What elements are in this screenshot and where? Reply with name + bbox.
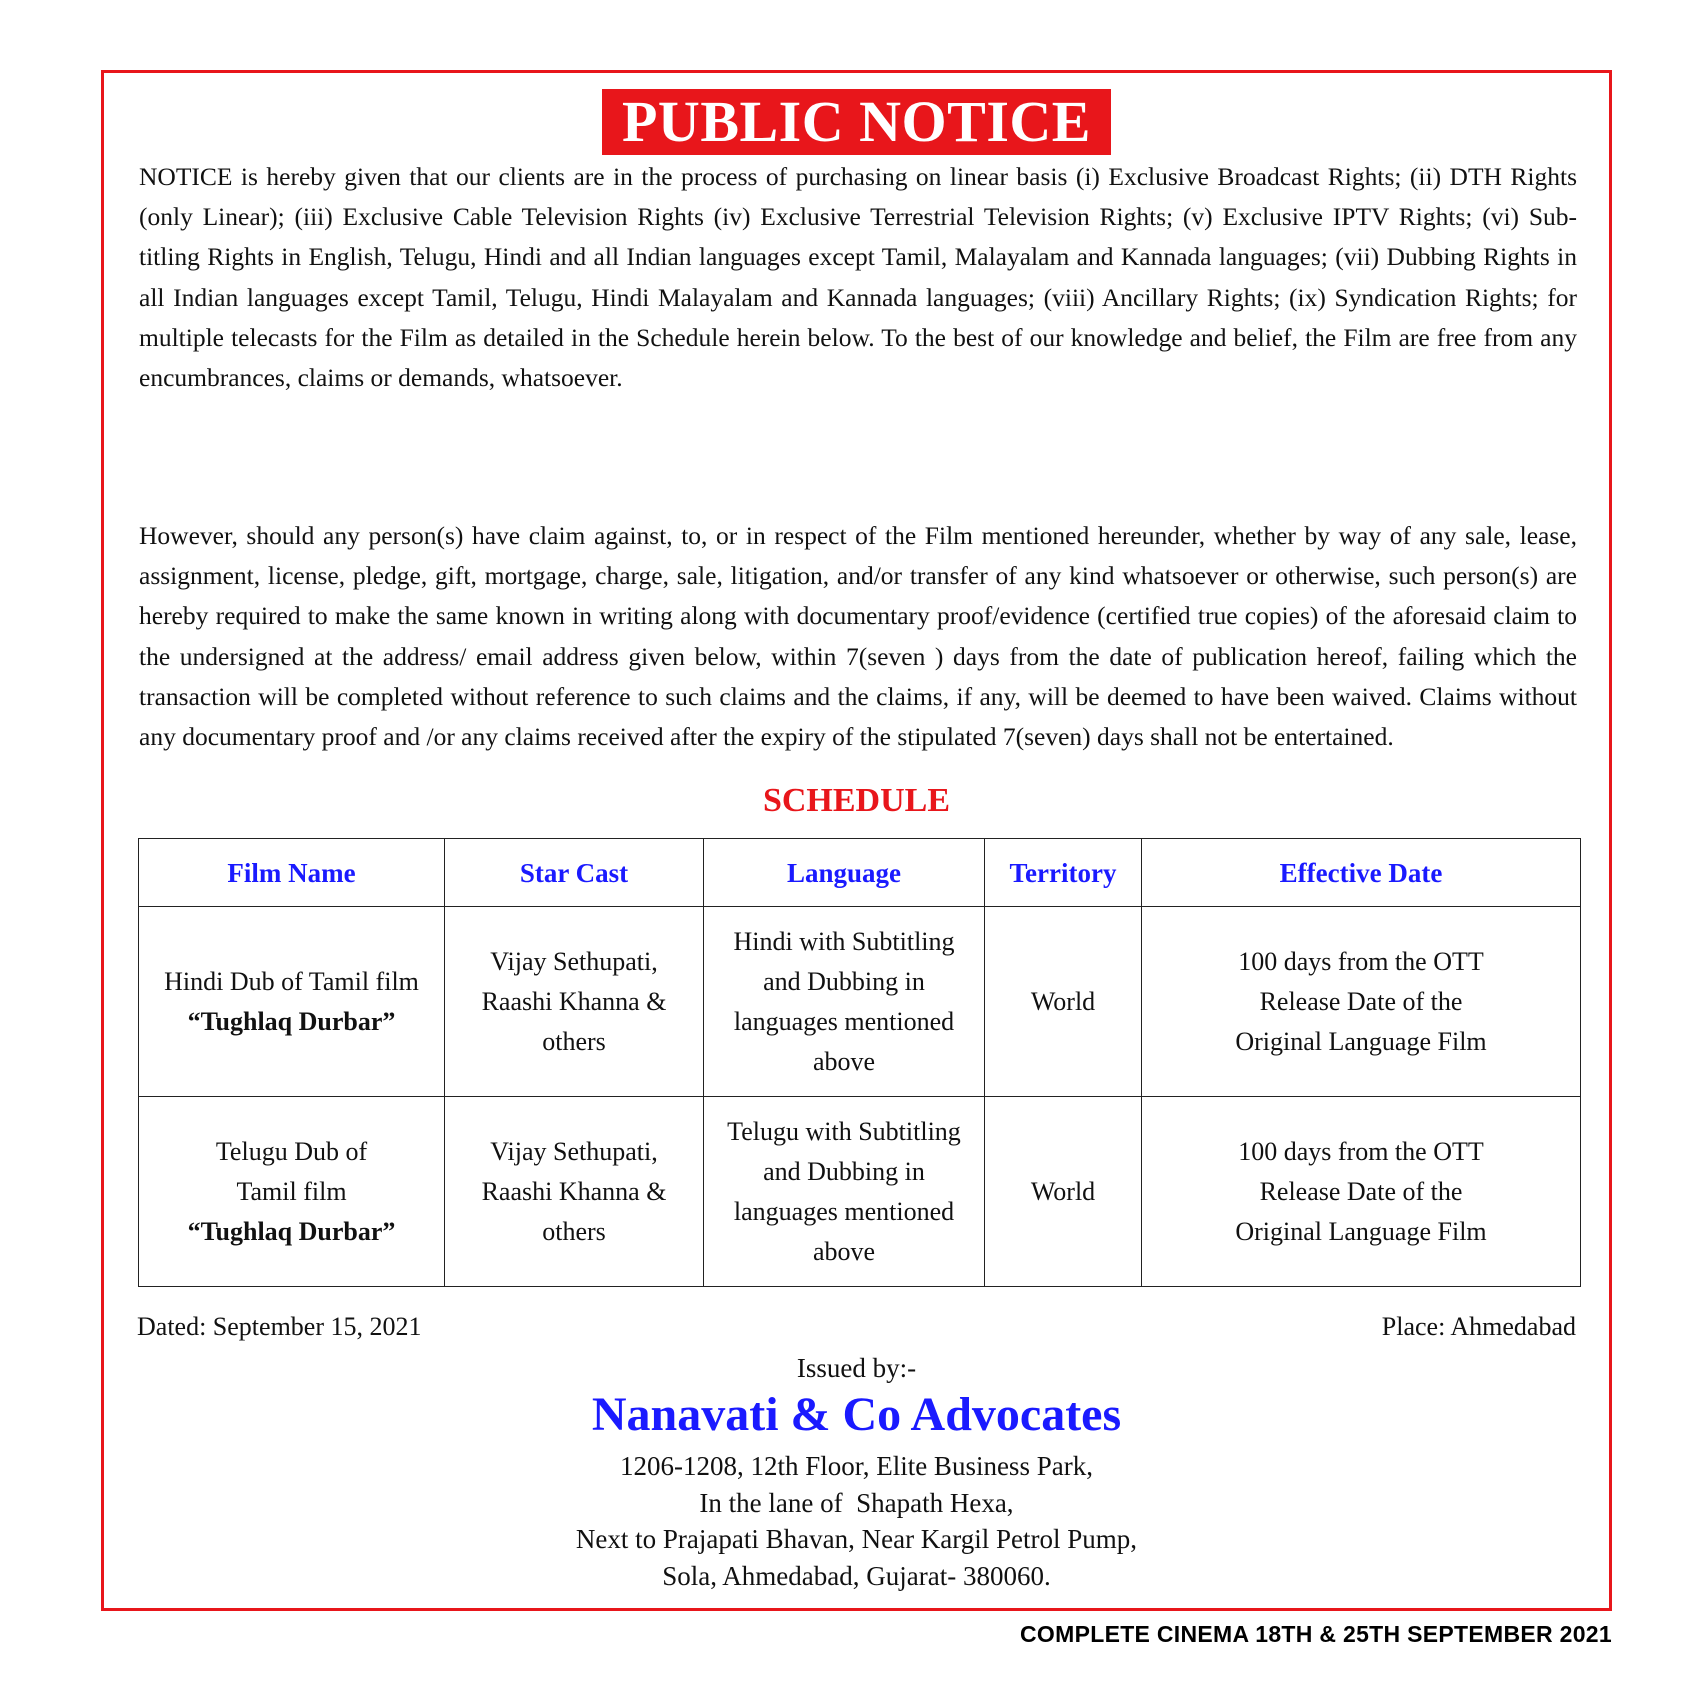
language-line: languages mentioned	[733, 1196, 955, 1226]
cast-line: Vijay Sethupati,	[490, 1136, 658, 1166]
language-line: above	[812, 1046, 876, 1076]
firm-address	[104, 1448, 1609, 1594]
schedule-heading: SCHEDULE	[762, 782, 951, 819]
cell-film-name	[139, 907, 445, 1097]
cell-star-cast	[445, 907, 704, 1097]
date-line: Original Language Film	[1235, 1026, 1487, 1056]
date-line: Release Date of the	[1259, 1176, 1463, 1206]
title-wrap	[104, 89, 1609, 155]
place-text: Place: Ahmedabad	[1381, 1312, 1576, 1341]
address-line: 1206-1208, 12th Floor, Elite Business Park,	[620, 1451, 1093, 1481]
film-prefix-line: Telugu Dub of	[215, 1136, 368, 1166]
language-line: and Dubbing in	[763, 1156, 925, 1186]
header-language: Language	[704, 839, 985, 907]
issued-by-label: Issued by:-	[796, 1353, 917, 1383]
table-header-row	[139, 839, 1581, 907]
date-line: Original Language Film	[1235, 1216, 1487, 1246]
language-line: Telugu with Subtitling	[727, 1116, 961, 1146]
dated-text: Dated: September 15, 2021	[137, 1312, 422, 1341]
table-row	[139, 907, 1581, 1097]
header-effective-date: Effective Date	[1142, 839, 1581, 907]
publication-footer: COMPLETE CINEMA 18TH & 25TH SEPTEMBER 2021	[1020, 1621, 1612, 1647]
cell-territory: World	[985, 907, 1142, 1097]
cell-language	[704, 1097, 985, 1287]
date-line: 100 days from the OTT	[1238, 946, 1484, 976]
firm-name: Nanavati & Co Advocates	[591, 1388, 1122, 1441]
notice-paragraph-1: NOTICE is hereby given that our clients are in the process of purchasing on linear basis (i) Exclusive Broadcast Rights; (ii) DTH Rights (only Linear); (iii) Exclusive Cable Television Rights (iv) Exclusive Terrestrial Television Rights; (v) Exclusive IPTV Rights; (vi) Sub-titling Rights in English, Telugu, Hindi and all Indian languages except Tamil, Malayalam and Kannada languages; (vii) Dubbing Rights in all Indian languages except Tamil, Telugu, Hindi Malayalam and Kannada languages; (viii) Ancillary Rights; (ix) Syndication Rights; for multiple telecasts for the Film as detailed in the Schedule herein below. To the best of our knowledge and belief, the Film are free from any encumbrances, claims or demands, whatsoever.	[139, 162, 1577, 393]
address-line: Sola, Ahmedabad, Gujarat- 380060.	[662, 1560, 1051, 1591]
film-prefix-line: Tamil film	[236, 1176, 347, 1206]
header-territory: Territory	[985, 839, 1142, 907]
notice-paragraph-2: However, should any person(s) have claim against, to, or in respect of the Film mentioned hereunder, whether by way of any sale, lease, assignment, license, pledge, gift, mortgage, charge, sale, litigation, and/or transfer of any kind whatsoever or otherwise, such person(s) are hereby required to make the same known in writing along with documentary proof/evidence (certified true copies) of the aforesaid claim to the undersigned at the address/ email address given below, within 7(seven ) days from the date of publication hereof, failing which the transaction will be completed without reference to such claims and the claims, if any, will be deemed to have been waived. Claims without any documentary proof and /or any claims received after the expiry of the stipulated 7(seven) days shall not be entertained.	[139, 521, 1577, 752]
schedule-table	[138, 838, 1581, 1287]
table-row	[139, 1097, 1581, 1287]
cell-film-name	[139, 1097, 445, 1287]
notice-border	[101, 70, 1612, 1611]
cell-effective-date	[1142, 1097, 1581, 1287]
date-line: 100 days from the OTT	[1238, 1136, 1484, 1166]
language-line: above	[812, 1236, 876, 1266]
film-title: “Tughlaq Durbar”	[187, 1216, 396, 1246]
cell-effective-date	[1142, 907, 1581, 1097]
cast-line: Vijay Sethupati,	[490, 946, 658, 976]
header-star-cast: Star Cast	[445, 839, 704, 907]
language-line: and Dubbing in	[763, 966, 925, 996]
cast-line: Raashi Khanna &	[481, 986, 667, 1016]
cell-territory: World	[985, 1097, 1142, 1287]
language-line: Hindi with Subtitling	[733, 926, 955, 956]
date-line: Release Date of the	[1259, 986, 1463, 1016]
address-line: Next to Prajapati Bhavan, Near Kargil Petrol Pump,	[575, 1524, 1138, 1554]
cast-line: Raashi Khanna &	[481, 1176, 667, 1206]
film-prefix-line: Hindi Dub of Tamil film	[164, 966, 419, 996]
address-line: In the lane of Shapath Hexa,	[699, 1487, 1014, 1518]
language-line: languages mentioned	[733, 1006, 955, 1036]
film-title: “Tughlaq Durbar”	[187, 1006, 396, 1036]
cast-line: others	[542, 1216, 606, 1246]
cell-star-cast	[445, 1097, 704, 1287]
header-film-name: Film Name	[139, 839, 445, 907]
page-title: PUBLIC NOTICE	[602, 89, 1111, 155]
cast-line: others	[542, 1026, 606, 1056]
cell-language	[704, 907, 985, 1097]
